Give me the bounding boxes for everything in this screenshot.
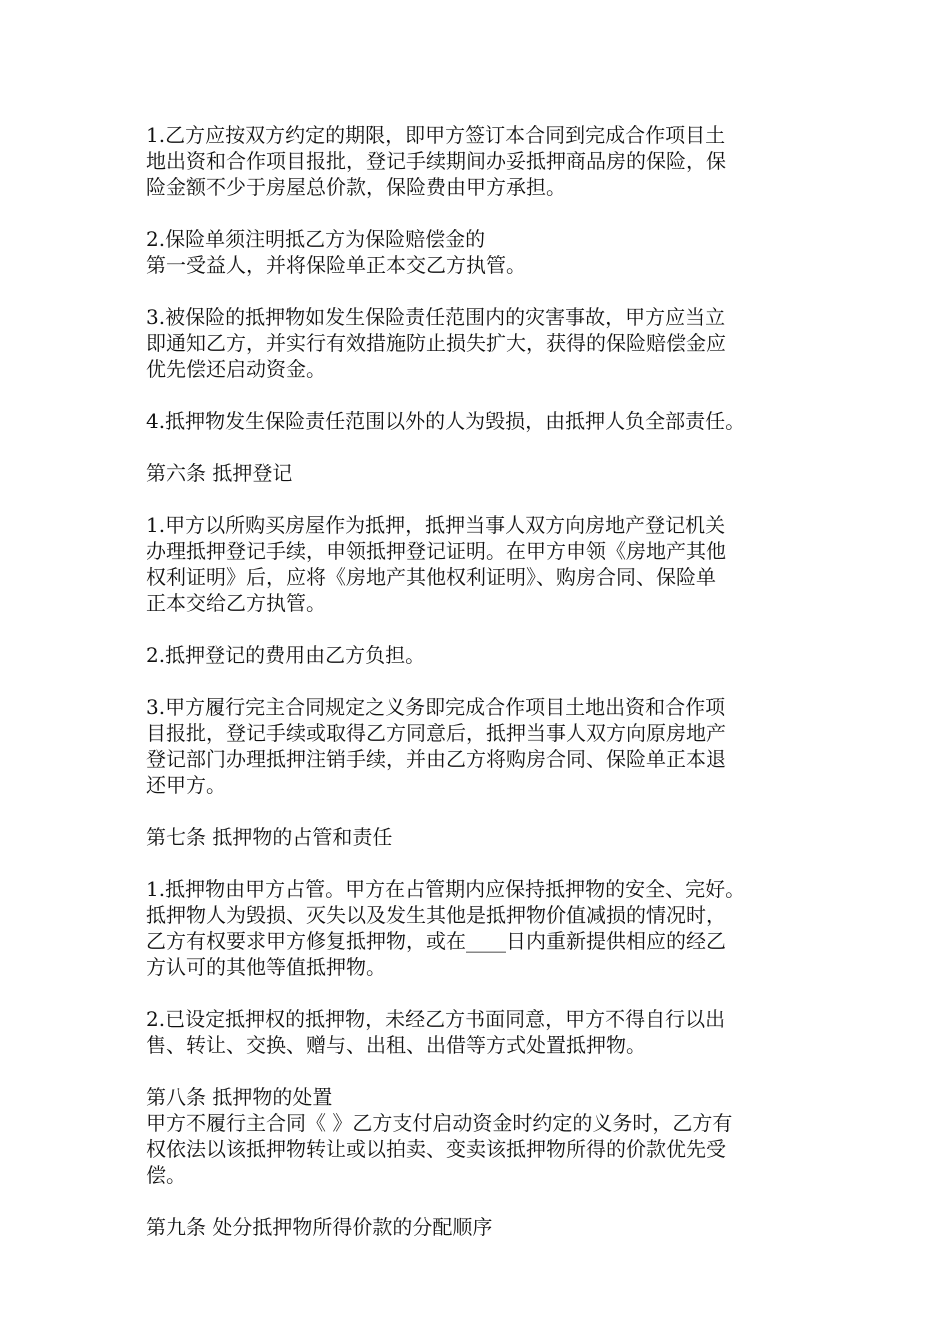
clause-custody-1 bbox=[146, 876, 818, 980]
text-line: 2.抵押登记的费用由乙方负担。 bbox=[146, 643, 426, 667]
text-line: 正本交给乙方执管。 bbox=[146, 591, 326, 615]
heading-line: 第六条 抵押登记 bbox=[146, 461, 293, 485]
clause-registration-1 bbox=[146, 512, 818, 616]
text-line: 抵押物人为毁损、灭失以及发生其他是抵押物价值减损的情况时， bbox=[146, 903, 726, 927]
text-line: 登记部门办理抵押注销手续，并由乙方将购房合同、保险单正本退 bbox=[146, 747, 726, 771]
clause-registration-2 bbox=[146, 642, 818, 668]
text-line: 险金额不少于房屋总价款，保险费由甲方承担。 bbox=[146, 175, 566, 199]
heading-line: 第八条 抵押物的处置 bbox=[146, 1085, 333, 1109]
clause-insurance-1 bbox=[146, 122, 818, 200]
text-line: 方认可的其他等值抵押物。 bbox=[146, 955, 386, 979]
text-line: 4.抵押物发生保险责任范围以外的人为毁损，由抵押人负全部责任。 bbox=[146, 409, 746, 433]
text-line: 目报批，登记手续或取得乙方同意后，抵押当事人双方向原房地产 bbox=[146, 721, 726, 745]
text-line: 3.被保险的抵押物如发生保险责任范围内的灾害事故，甲方应当立 bbox=[146, 305, 726, 329]
text-line: 办理抵押登记手续，申领抵押登记证明。在甲方申领《房地产其他 bbox=[146, 539, 726, 563]
clause-insurance-3 bbox=[146, 304, 818, 382]
document-page bbox=[146, 122, 818, 1266]
text-line: 1.抵押物由甲方占管。甲方在占管期内应保持抵押物的安全、完好。 bbox=[146, 877, 746, 901]
article-7-heading bbox=[146, 824, 818, 850]
text-line: 优先偿还启动资金。 bbox=[146, 357, 326, 381]
article-9-heading bbox=[146, 1214, 818, 1240]
text-line: 乙方有权要求甲方修复抵押物，或在____日内重新提供相应的经乙 bbox=[146, 929, 726, 953]
text-line: 权依法以该抵押物转让或以拍卖、变卖该抵押物所得的价款优先受 bbox=[146, 1137, 726, 1161]
text-line: 售、转让、交换、赠与、出租、出借等方式处置抵押物。 bbox=[146, 1033, 646, 1057]
text-line: 还甲方。 bbox=[146, 773, 226, 797]
clause-disposal bbox=[146, 1110, 818, 1188]
heading-line: 第七条 抵押物的占管和责任 bbox=[146, 825, 393, 849]
text-line: 1.乙方应按双方约定的期限，即甲方签订本合同到完成合作项目土 bbox=[146, 123, 726, 147]
clause-registration-3 bbox=[146, 694, 818, 798]
text-line: 偿。 bbox=[146, 1163, 186, 1187]
text-line: 第一受益人，并将保险单正本交乙方执管。 bbox=[146, 253, 526, 277]
text-line: 即通知乙方，并实行有效措施防止损失扩大，获得的保险赔偿金应 bbox=[146, 331, 726, 355]
clause-custody-2 bbox=[146, 1006, 818, 1058]
article-6-heading bbox=[146, 460, 818, 486]
clause-insurance-2 bbox=[146, 226, 818, 278]
text-line: 地出资和合作项目报批，登记手续期间办妥抵押商品房的保险，保 bbox=[146, 149, 726, 173]
article-8-heading bbox=[146, 1084, 818, 1110]
text-line: 1.甲方以所购买房屋作为抵押，抵押当事人双方向房地产登记机关 bbox=[146, 513, 726, 537]
heading-line: 第九条 处分抵押物所得价款的分配顺序 bbox=[146, 1215, 493, 1239]
clause-insurance-4 bbox=[146, 408, 818, 434]
text-line: 2.保险单须注明抵乙方为保险赔偿金的 bbox=[146, 227, 486, 251]
text-line: 2.已设定抵押权的抵押物，未经乙方书面同意，甲方不得自行以出 bbox=[146, 1007, 726, 1031]
text-line: 3.甲方履行完主合同规定之义务即完成合作项目土地出资和合作项 bbox=[146, 695, 726, 719]
text-line: 权利证明》后，应将《房地产其他权利证明》、购房合同、保险单 bbox=[146, 565, 716, 589]
text-line: 甲方不履行主合同《 》乙方支付启动资金时约定的义务时，乙方有 bbox=[146, 1111, 733, 1135]
